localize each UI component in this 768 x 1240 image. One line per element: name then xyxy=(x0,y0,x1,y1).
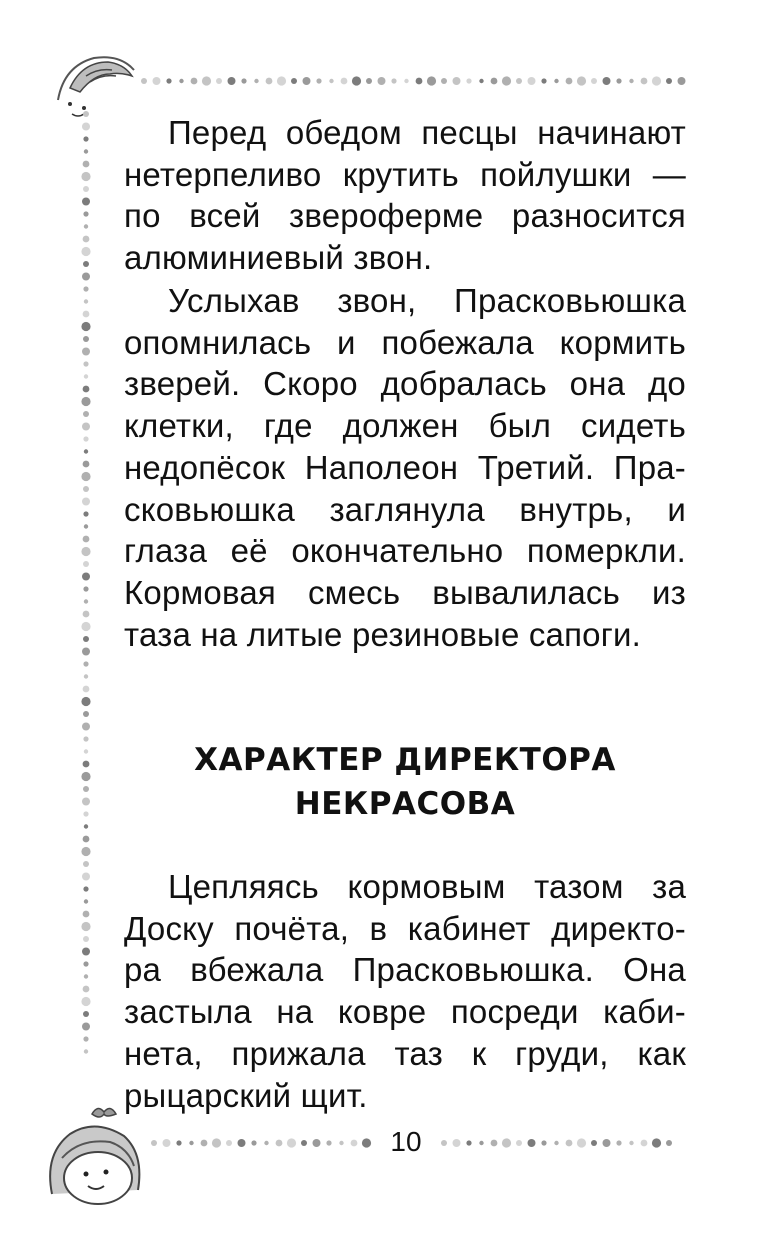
decorative-dot xyxy=(226,1140,232,1146)
dotted-border-bottom-left xyxy=(148,1136,378,1150)
decorative-dot xyxy=(516,78,522,84)
decorative-dot xyxy=(84,749,88,753)
decorative-dot xyxy=(83,611,90,618)
decorative-dot xyxy=(81,547,90,556)
text-line: недопёсок Наполеон Третий. Пра- xyxy=(124,448,686,486)
decorative-dot xyxy=(441,1140,447,1146)
text-line: алюминиевый звон. xyxy=(124,239,433,277)
decorative-dot xyxy=(339,1141,343,1145)
decorative-dot xyxy=(163,1139,171,1147)
decorative-dot xyxy=(82,198,90,206)
decorative-dot xyxy=(83,986,90,993)
decorative-dot xyxy=(362,1138,371,1147)
decorative-dot xyxy=(83,386,90,393)
decorative-dot xyxy=(83,736,88,741)
decorative-dot xyxy=(83,461,90,468)
chapter-heading-line-1: ХАРАКТЕР ДИРЕКТОРА xyxy=(194,742,616,778)
decorative-dot xyxy=(83,586,88,591)
decorative-dot xyxy=(84,974,88,978)
decorative-dot xyxy=(554,79,558,83)
decorative-dot xyxy=(83,511,88,516)
decorative-dot xyxy=(603,1139,611,1147)
text-line: по всей звероферме разносится xyxy=(124,197,686,235)
decorative-dot xyxy=(652,1138,661,1147)
chapter-heading xyxy=(124,738,686,826)
decorative-dot xyxy=(83,186,89,192)
decorative-dot xyxy=(577,76,586,85)
decorative-dot xyxy=(84,449,88,453)
decorative-dot xyxy=(84,824,88,828)
decorative-dot xyxy=(629,1141,633,1145)
decorative-dot xyxy=(83,236,90,243)
decorative-dot xyxy=(81,247,90,256)
decorative-dot xyxy=(82,1023,90,1031)
decorative-dot xyxy=(84,599,88,603)
decorative-dot xyxy=(216,78,222,84)
decorative-dot xyxy=(678,77,686,85)
decorative-dot xyxy=(83,786,89,792)
paragraph-3 xyxy=(124,866,686,1116)
decorative-dot xyxy=(287,1138,296,1147)
dotted-border-bottom-right xyxy=(438,1136,678,1150)
decorative-dot xyxy=(666,78,672,84)
decorative-dot xyxy=(591,78,597,84)
decorative-dot xyxy=(83,261,89,267)
text-line: Доску почёта, в кабинет директо- xyxy=(124,909,686,947)
decorative-dot xyxy=(84,674,88,678)
decorative-dot xyxy=(82,648,90,656)
decorative-dot xyxy=(303,77,311,85)
decorative-dot xyxy=(566,78,573,85)
decorative-dot xyxy=(166,78,171,83)
decorative-dot xyxy=(352,76,361,85)
decorative-dot xyxy=(83,361,88,366)
decorative-dot xyxy=(404,79,408,83)
decorative-dot xyxy=(83,961,88,966)
decorative-dot xyxy=(83,761,90,768)
decorative-dot xyxy=(83,286,88,291)
decorative-dot xyxy=(212,1138,221,1147)
decorative-dot xyxy=(566,1140,573,1147)
decorative-dot xyxy=(291,78,297,84)
decorative-dot xyxy=(84,224,88,228)
decorative-dot xyxy=(81,997,90,1006)
decorative-dot xyxy=(82,123,90,131)
decorative-dot xyxy=(83,861,89,867)
decorative-dot xyxy=(316,78,321,83)
decorative-dot xyxy=(81,397,90,406)
decorative-dot xyxy=(502,76,511,85)
decorative-dot xyxy=(528,1139,536,1147)
page-number: 10 xyxy=(390,1126,422,1157)
decorative-dot xyxy=(491,1140,498,1147)
girl-head-icon xyxy=(50,48,140,118)
decorative-dot xyxy=(502,1138,511,1147)
decorative-dot xyxy=(83,811,88,816)
decorative-dot xyxy=(427,76,436,85)
decorative-dot xyxy=(228,77,236,85)
decorative-dot xyxy=(629,79,633,83)
decorative-dot xyxy=(516,1140,522,1146)
decorative-dot xyxy=(266,78,273,85)
decorative-dot xyxy=(83,136,88,141)
decorative-dot xyxy=(153,77,161,85)
decorative-dot xyxy=(313,1139,321,1147)
text-line: клетки, где должен был сидеть xyxy=(124,407,686,445)
decorative-dot xyxy=(81,847,90,856)
decorative-dot xyxy=(83,561,89,567)
decorative-dot xyxy=(254,79,258,83)
decorative-dot xyxy=(83,211,88,216)
decorative-dot xyxy=(453,1139,461,1147)
decorative-dot xyxy=(84,524,88,528)
decorative-dot xyxy=(441,78,447,84)
decorative-dot xyxy=(151,1140,157,1146)
text-line: нета, прижала таз к груди, как xyxy=(124,1034,686,1072)
decorative-dot xyxy=(81,697,90,706)
decorative-dot xyxy=(276,1140,283,1147)
text-line: зверей. Скоро добралась она до xyxy=(124,365,686,403)
decorative-dot xyxy=(416,78,423,85)
decorative-dot xyxy=(264,1141,268,1145)
decorative-dot xyxy=(81,172,90,181)
decorative-dot xyxy=(84,149,88,153)
paragraph-1 xyxy=(124,112,686,279)
decorative-dot xyxy=(554,1141,558,1145)
text-line: ра вбежала Прасковьюшка. Она xyxy=(124,951,686,989)
decorative-dot xyxy=(189,1141,193,1145)
decorative-dot xyxy=(83,1011,89,1017)
decorative-dot xyxy=(81,772,90,781)
decorative-dot xyxy=(301,1140,307,1146)
decorative-dot xyxy=(82,273,90,281)
decorative-dot xyxy=(82,423,90,431)
decorative-dot xyxy=(83,886,88,891)
decorative-dot xyxy=(83,686,90,693)
decorative-dot xyxy=(616,1140,621,1145)
decorative-dot xyxy=(591,1140,597,1146)
decorative-dot xyxy=(541,78,546,83)
decorative-dot xyxy=(84,1049,88,1053)
decorative-dot xyxy=(491,78,498,85)
decorative-dot xyxy=(641,1140,648,1147)
decorative-dot xyxy=(616,78,621,83)
decorative-dot xyxy=(201,1140,208,1147)
decorative-dot xyxy=(83,336,89,342)
decorative-dot xyxy=(83,636,89,642)
text-line: Перед обедом песцы начинают xyxy=(168,114,686,151)
decorative-dot xyxy=(84,899,88,903)
decorative-dot xyxy=(81,622,90,631)
text-line: Кормовая смесь вывалилась из xyxy=(124,573,686,611)
decorative-dot xyxy=(83,936,89,942)
decorative-dot xyxy=(652,76,661,85)
decorative-dot xyxy=(81,922,90,931)
decorative-dot xyxy=(366,78,372,84)
decorative-dot xyxy=(666,1140,672,1146)
decorative-dot xyxy=(83,1036,88,1041)
decorative-dot xyxy=(82,348,90,356)
decorative-dot xyxy=(378,77,386,85)
text-line: сковьюшка заглянула внутрь, и xyxy=(124,490,686,528)
decorative-dot xyxy=(82,798,90,806)
text-line: застыла на ковре посреди каби- xyxy=(124,993,686,1031)
decorative-dot xyxy=(466,78,471,83)
decorative-dot xyxy=(81,322,90,331)
decorative-dot xyxy=(83,711,89,717)
text-line: Услыхав звон, Прасковьюшка xyxy=(168,282,686,319)
decorative-dot xyxy=(83,161,90,168)
decorative-dot xyxy=(81,472,90,481)
decorative-dot xyxy=(641,78,648,85)
chapter-heading-line-2: НЕКРАСОВА xyxy=(294,786,516,822)
text-line: нетерпеливо крутить пойлушки — xyxy=(124,155,686,193)
decorative-dot xyxy=(466,1140,471,1145)
decorative-dot xyxy=(83,311,90,318)
decorative-dot xyxy=(82,573,90,581)
decorative-dot xyxy=(391,78,396,83)
text-line: таза на литые резиновые сапоги. xyxy=(124,615,641,653)
decorative-dot xyxy=(83,536,90,543)
decorative-dot xyxy=(603,77,611,85)
decorative-dot xyxy=(83,111,89,117)
decorative-dot xyxy=(238,1139,246,1147)
decorative-dot xyxy=(541,1140,546,1145)
decorative-dot xyxy=(251,1140,256,1145)
decorative-dot xyxy=(479,1141,483,1145)
decorative-dot xyxy=(83,911,90,918)
dotted-border-left xyxy=(78,108,94,1068)
decorative-dot xyxy=(83,836,90,843)
decorative-dot xyxy=(341,78,348,85)
text-line: рыцарский щит. xyxy=(124,1076,368,1114)
text-line: глаза её окончательно померкли. xyxy=(124,532,686,570)
decorative-dot xyxy=(176,1140,181,1145)
decorative-dot xyxy=(83,486,89,492)
decorative-dot xyxy=(179,79,183,83)
text-line: Цепляясь кормовым тазом за xyxy=(168,868,686,905)
decorative-dot xyxy=(84,374,88,378)
decorative-dot xyxy=(82,948,90,956)
decorative-dot xyxy=(82,723,90,731)
decorative-dot xyxy=(202,76,211,85)
decorative-dot xyxy=(329,79,333,83)
decorative-dot xyxy=(277,76,286,85)
text-line: опомнилась и побежала кормить xyxy=(124,323,686,361)
decorative-dot xyxy=(83,436,88,441)
decorative-dot xyxy=(479,79,483,83)
decorative-dot xyxy=(351,1140,358,1147)
decorative-dot xyxy=(191,78,198,85)
decorative-dot xyxy=(82,498,90,506)
paragraph-2 xyxy=(124,280,686,655)
decorative-dot xyxy=(83,411,89,417)
decorative-dot xyxy=(326,1140,331,1145)
decorative-dot xyxy=(141,78,147,84)
decorative-dot xyxy=(82,873,90,881)
decorative-dot xyxy=(83,661,88,666)
decorative-dot xyxy=(453,77,461,85)
decorative-dot xyxy=(577,1138,586,1147)
decorative-dot xyxy=(84,299,88,303)
decorative-dot xyxy=(528,77,536,85)
dotted-border-top xyxy=(138,74,688,88)
decorative-dot xyxy=(241,78,246,83)
